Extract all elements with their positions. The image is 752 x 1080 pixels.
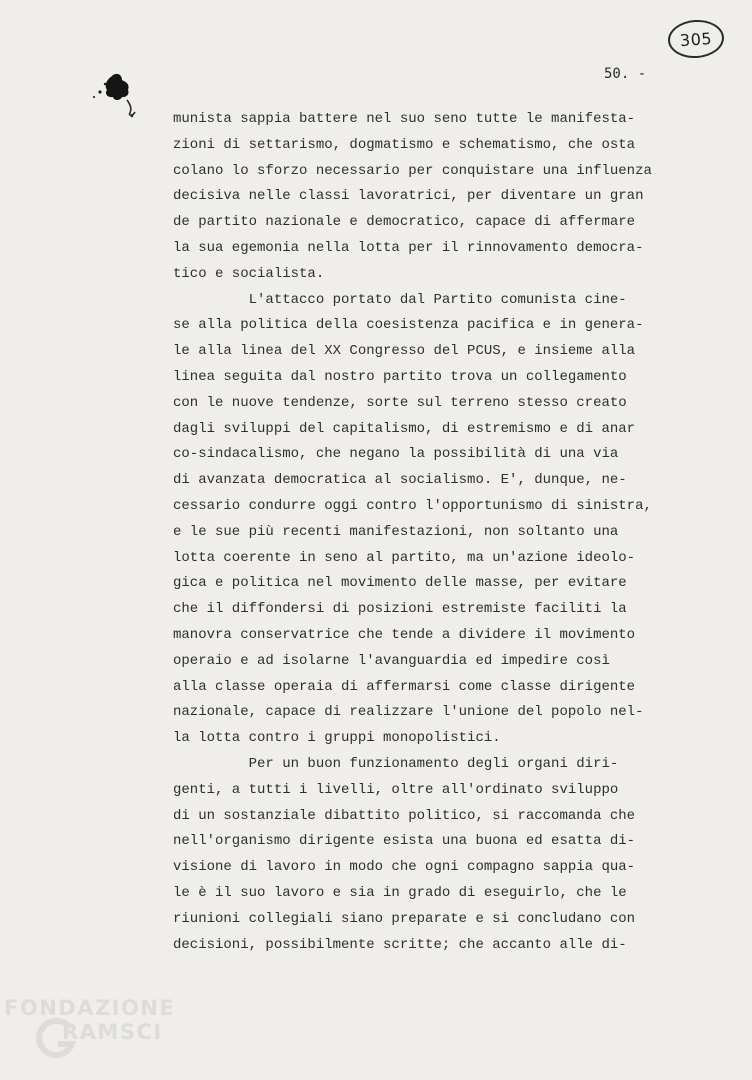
archive-page-stamp xyxy=(667,18,726,60)
text-line: alla classe operaia di affermarsi come classe dirigente xyxy=(173,678,636,695)
text-line: la lotta contro i gruppi monopolistici. xyxy=(173,730,501,747)
text-line: visione di lavoro in modo che ogni compagno sappia qua- xyxy=(173,859,636,876)
document-body xyxy=(173,107,713,958)
archive-page-stamp-number: 305 xyxy=(679,28,713,50)
text-line: con le nuove tendenze, sorte sul terreno stesso creato xyxy=(173,394,627,411)
text-line: nazionale, capace di realizzare l'unione del popolo nel- xyxy=(173,704,644,721)
watermark-line-1: FONDAZIONE xyxy=(4,996,176,1020)
text-line: Per un buon funzionamento degli organi diri- xyxy=(173,755,619,772)
paragraph xyxy=(173,107,713,288)
text-line: de partito nazionale e democratico, capace di affermare xyxy=(173,214,636,231)
text-line: le alla linea del XX Congresso del PCUS, e insieme alla xyxy=(173,343,636,360)
text-line: manovra conservatrice che tende a dividere il movimento xyxy=(173,626,636,643)
text-line: se alla politica della coesistenza pacifica e in genera- xyxy=(173,317,644,334)
text-line: riunioni collegiali siano preparate e si concludano con xyxy=(173,910,636,927)
text-line: che il diffondersi di posizioni estremiste faciliti la xyxy=(173,601,627,618)
text-line: le è il suo lavoro e sia in grado di eseguirlo, che le xyxy=(173,884,627,901)
text-line: nell'organismo dirigente esista una buona ed esatta di- xyxy=(173,833,636,850)
paragraph xyxy=(173,288,713,752)
text-line: cessario condurre oggi contro l'opportunismo di sinistra, xyxy=(173,497,652,514)
fondazione-gramsci-watermark xyxy=(4,996,204,1076)
text-line: operaio e ad isolarne l'avanguardia ed impedire così xyxy=(173,652,610,669)
text-line: di un sostanziale dibattito politico, si raccomanda che xyxy=(173,807,636,824)
text-line: colano lo sforzo necessario per conquistare una influenza xyxy=(173,162,652,179)
text-line: linea seguita dal nostro partito trova un collegamento xyxy=(173,368,627,385)
text-line: munista sappia battere nel suo seno tutte le manifesta- xyxy=(173,111,636,127)
text-line: decisioni, possibilmente scritte; che accanto alle di- xyxy=(173,936,627,953)
text-line: zioni di settarismo, dogmatismo e schematismo, che osta xyxy=(173,136,636,153)
text-line: decisiva nelle classi lavoratrici, per diventare un gran xyxy=(173,188,644,205)
text-line: di avanzata democratica al socialismo. E', dunque, ne- xyxy=(173,472,627,489)
paragraph xyxy=(173,752,713,958)
text-line: genti, a tutti i livelli, oltre all'ordinato sviluppo xyxy=(173,781,619,798)
watermark-line-2: RAMSCI xyxy=(62,1020,163,1044)
text-line: tico e socialista. xyxy=(173,265,325,282)
ink-blot-icon xyxy=(86,70,156,122)
text-line: gica e politica nel movimento delle masse, per evitare xyxy=(173,575,627,592)
text-line: dagli sviluppi del capitalismo, di estremismo e di anar xyxy=(173,420,636,437)
text-line: la sua egemonia nella lotta per il rinnovamento democra- xyxy=(173,239,644,256)
text-line: e le sue più recenti manifestazioni, non soltanto una xyxy=(173,523,619,540)
text-line: L'attacco portato dal Partito comunista cine- xyxy=(173,291,627,308)
page-number: 50. - xyxy=(604,66,647,82)
text-line: co-sindacalismo, che negano la possibilità di una via xyxy=(173,446,619,463)
text-line: lotta coerente in seno al partito, ma un'azione ideolo- xyxy=(173,549,636,566)
